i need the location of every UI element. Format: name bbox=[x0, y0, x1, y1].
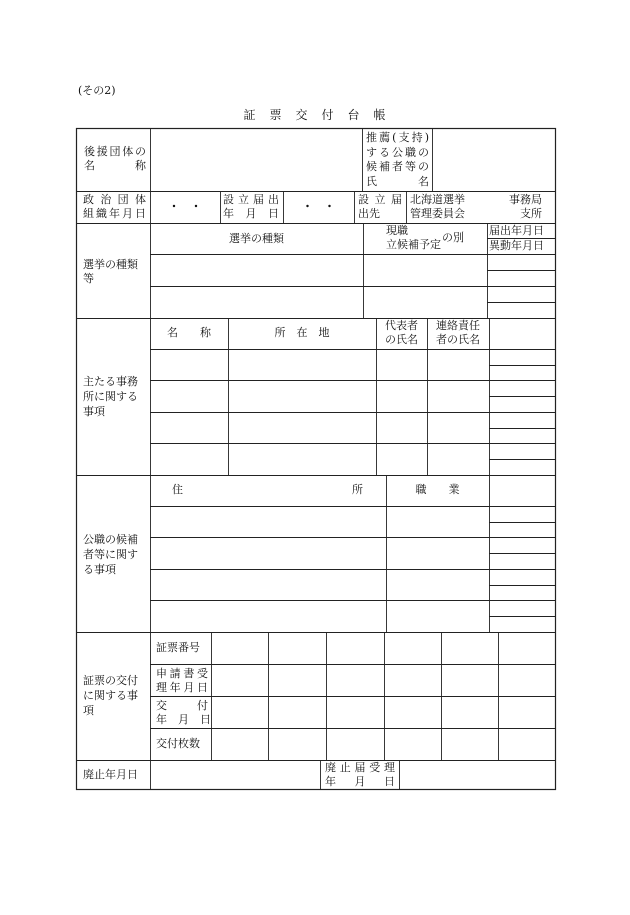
abolition-date-label: 廃止年月日 bbox=[83, 768, 138, 781]
occupation-header: 職 業 bbox=[415, 483, 460, 496]
status-header-top: 現職 bbox=[386, 224, 408, 237]
change-date-header: 異動年月日 bbox=[489, 239, 544, 252]
form-note: (その2) bbox=[78, 84, 116, 97]
representative-header: 代表者 の氏名 bbox=[385, 319, 418, 346]
filing-date-header: 届出年月日 bbox=[489, 224, 544, 237]
main-office-label: 主たる事務 所に関する 事項 bbox=[83, 375, 138, 418]
status-header-bottom: 立候補予定 bbox=[386, 238, 441, 251]
recommended-candidate-field[interactable] bbox=[432, 128, 556, 191]
abolition-receipt-field[interactable] bbox=[399, 760, 555, 790]
abolition-receipt-label: 廃止届受理 年 月 日 bbox=[325, 761, 395, 788]
filing-date-field[interactable]: ・ ・ bbox=[302, 200, 335, 213]
application-date-label: 申請書受 理年月日 bbox=[156, 667, 208, 694]
election-type-label: 選挙の種類 等 bbox=[83, 258, 138, 285]
office-branch: 事務局 支所 bbox=[509, 193, 542, 220]
issued-count-label: 交付枚数 bbox=[156, 737, 200, 750]
organized-date-label: 政治団体 組織年月日 bbox=[83, 193, 146, 220]
filing-date-label: 設立届出 年 月 日 bbox=[223, 193, 279, 220]
contact-person-header: 連絡責任 者の氏名 bbox=[436, 319, 480, 346]
office-location-header: 所 在 地 bbox=[274, 326, 330, 339]
address-header-end: 所 bbox=[352, 483, 363, 496]
certificate-label: 証票の交付 に関する事 項 bbox=[83, 674, 138, 717]
certificate-number-label: 証票番号 bbox=[156, 641, 200, 654]
page-title: 証 票 交 付 台 帳 bbox=[243, 108, 387, 122]
abolition-date-field[interactable] bbox=[150, 760, 320, 790]
office-name-header: 名 称 bbox=[167, 326, 211, 339]
group-name-label: 後援団体の 名 称 bbox=[84, 145, 146, 172]
election-type-header: 選挙の種類 bbox=[229, 232, 284, 245]
election-committee: 北海道選挙 管理委員会 bbox=[410, 193, 465, 220]
organized-date-field[interactable]: ・ ・ bbox=[168, 200, 202, 213]
filing-destination-label: 設立届 出先 bbox=[358, 193, 402, 220]
candidate-label: 公職の候補 者等に関す る事項 bbox=[83, 533, 138, 576]
address-header-start: 住 bbox=[172, 483, 183, 496]
group-name-field[interactable] bbox=[150, 128, 362, 191]
status-header-suffix: の別 bbox=[442, 231, 464, 244]
recommended-candidate-label: 推薦(支持) する公職の 候補者等の 氏 名 bbox=[366, 131, 429, 188]
issue-date-label: 交 付 年 月 日 bbox=[156, 699, 211, 726]
